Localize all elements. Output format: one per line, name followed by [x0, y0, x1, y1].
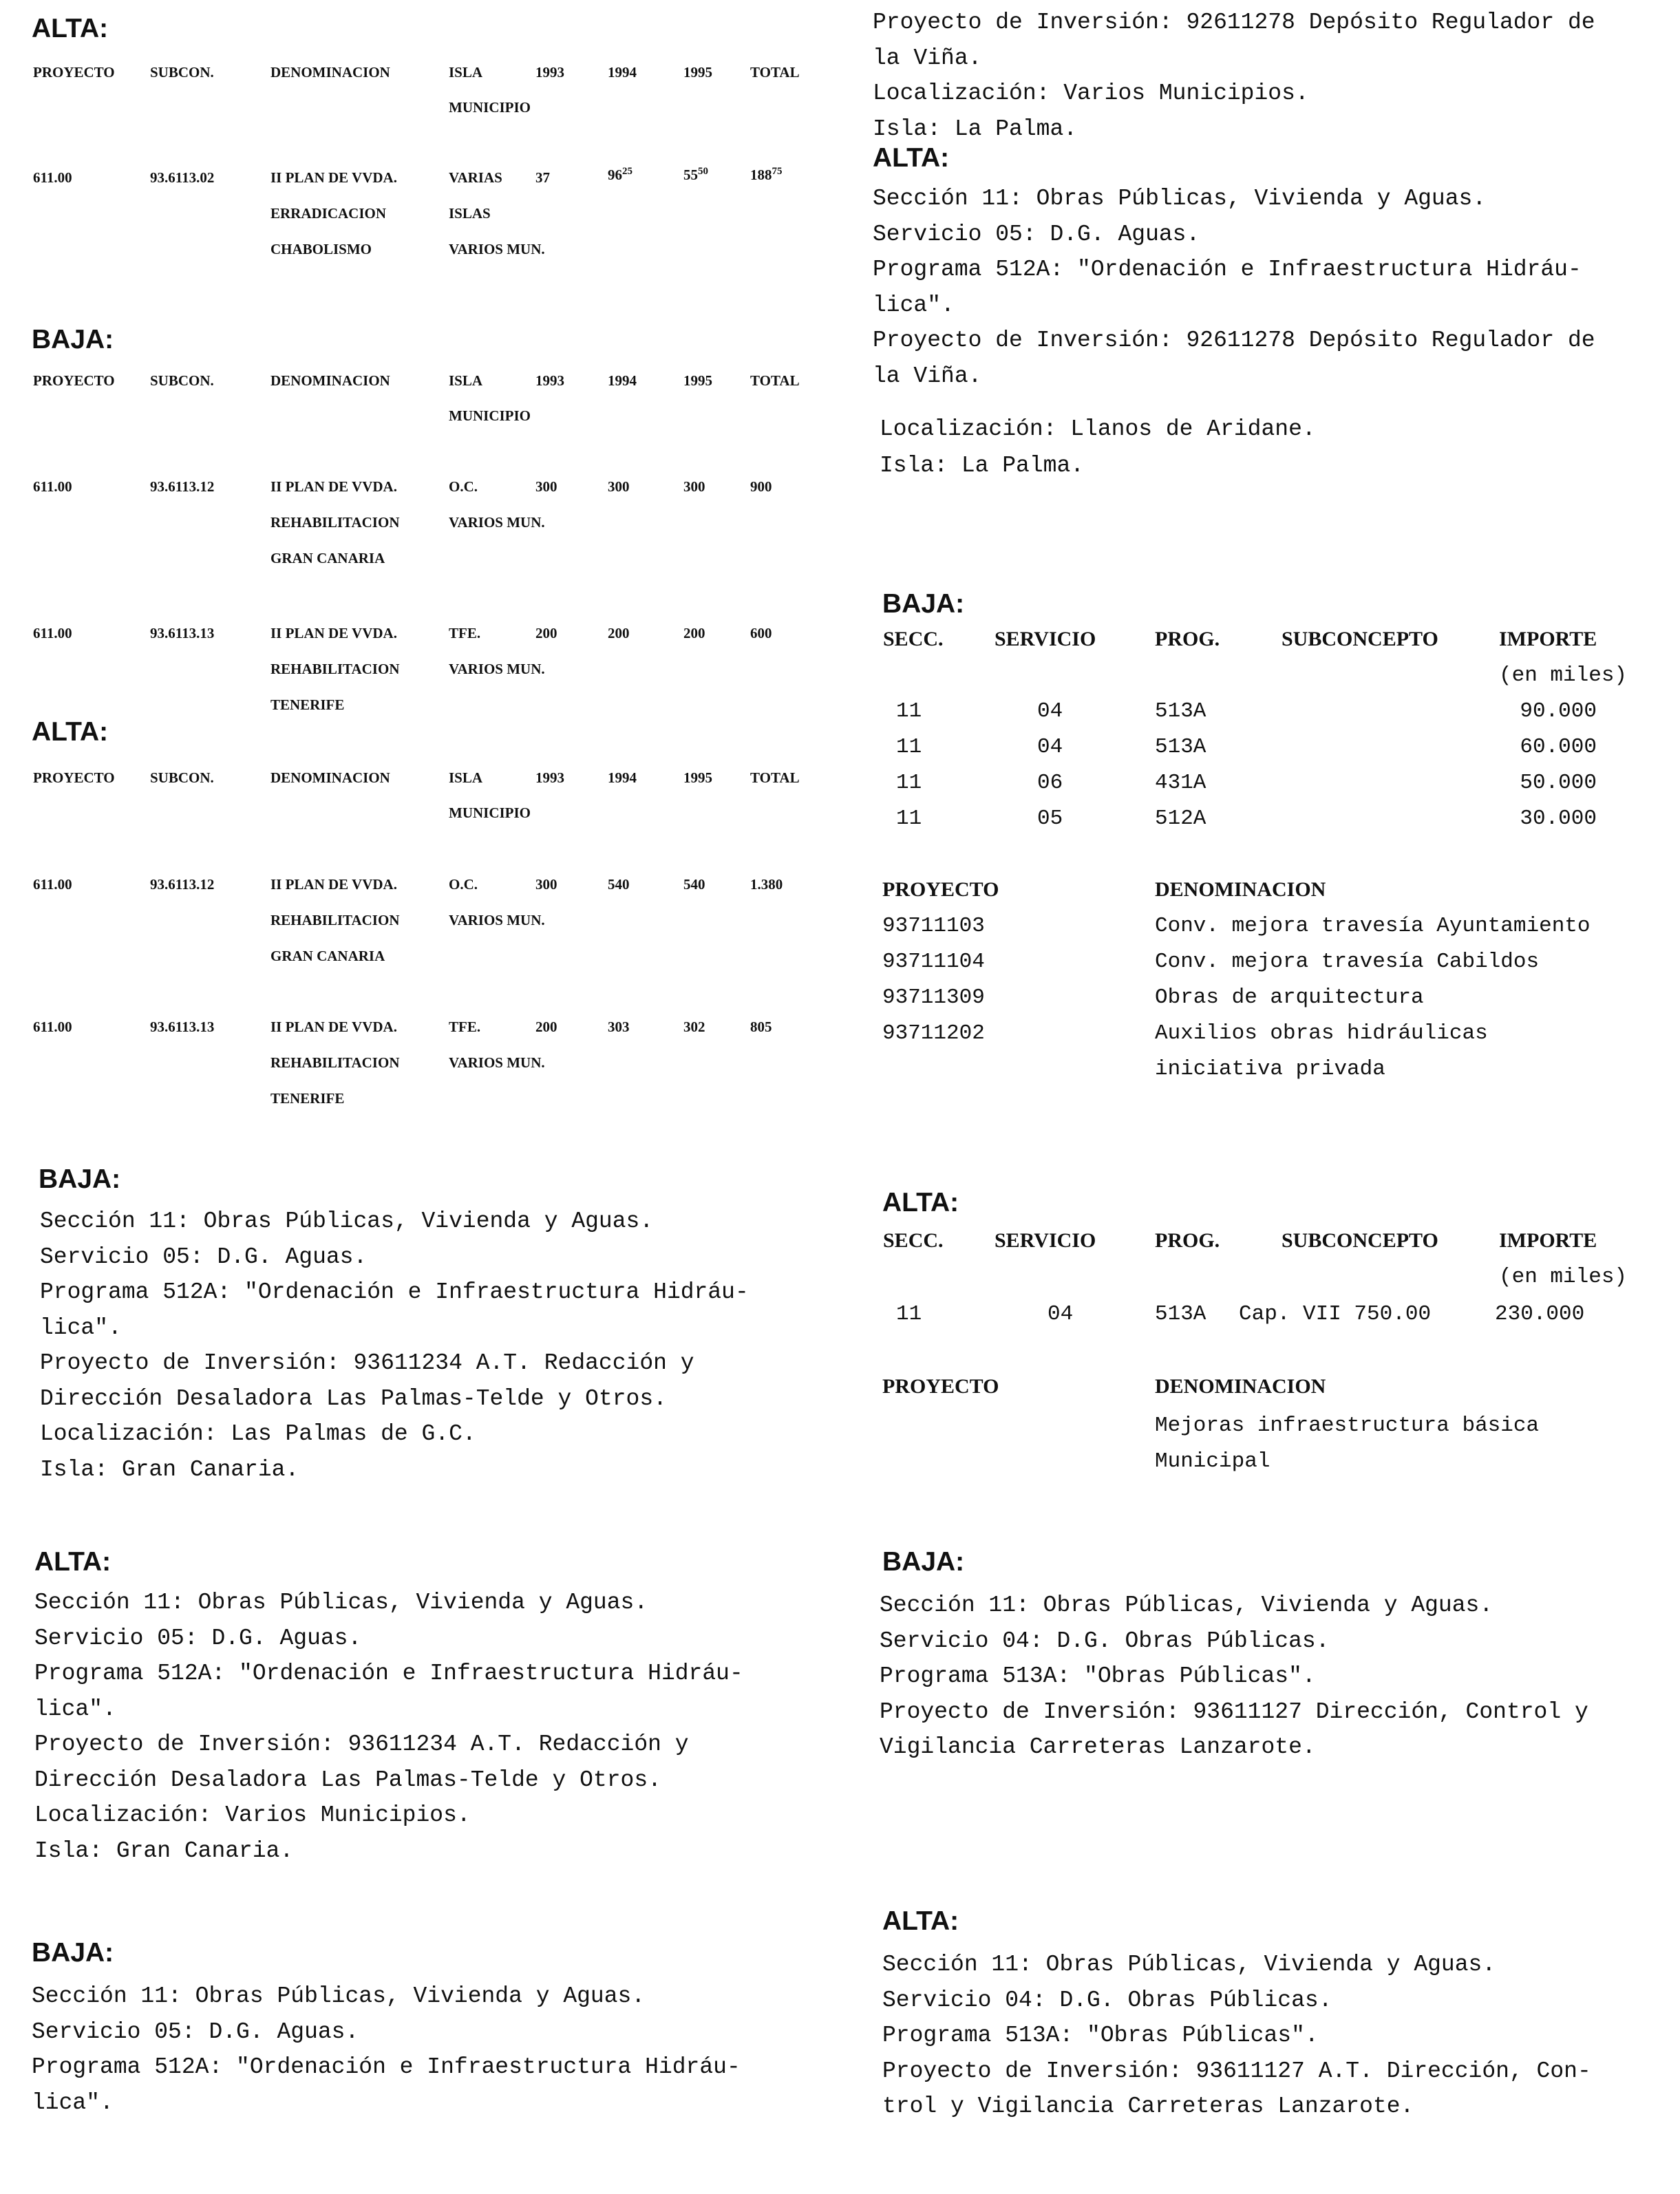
cell-proyecto: 611.00	[33, 1019, 72, 1035]
text-line: Sección 11: Obras Públicas, Vivienda y Aguas.	[34, 1590, 648, 1615]
column-header-importe: IMPORTE	[1499, 1229, 1597, 1252]
text-line: Programa 512A: "Ordenación e Infraestructura Hidráu-	[34, 1661, 743, 1686]
cell-denominacion: II PLAN DE VVDA.	[270, 478, 397, 495]
column-header-total: TOTAL	[750, 372, 800, 389]
cell-denominacion: ERRADICACION	[270, 205, 387, 222]
column-header-proyecto: PROYECTO	[882, 878, 999, 901]
column-header-proyecto: PROYECTO	[33, 64, 115, 81]
cell-isla: O.C.	[449, 876, 478, 893]
cell-secc: 11	[896, 1302, 922, 1326]
cell-prog: 513A	[1155, 699, 1206, 723]
cell-isla: VARIOS MUN.	[449, 912, 545, 928]
section-heading: ALTA:	[882, 1188, 959, 1217]
cell-denominacion: II PLAN DE VVDA.	[270, 876, 397, 893]
column-header-denominacion: DENOMINACION	[1155, 878, 1326, 901]
cell-isla: TFE.	[449, 1019, 481, 1035]
section-heading: BAJA:	[39, 1164, 121, 1194]
cell-subconcepto: Cap. VII 750.00	[1239, 1302, 1432, 1326]
cell-isla: O.C.	[449, 478, 478, 495]
text-line: Vigilancia Carreteras Lanzarote.	[880, 1734, 1316, 1760]
cell-subcon: 93.6113.12	[150, 876, 215, 893]
text-line: Isla: Gran Canaria.	[40, 1456, 299, 1482]
cell-1993: 200	[535, 625, 557, 641]
cell-denominacion: TENERIFE	[270, 1090, 345, 1107]
text-line: lica".	[34, 1696, 116, 1722]
column-header-1995: 1995	[683, 64, 712, 81]
text-line: la Viña.	[873, 363, 982, 389]
text-line: Proyecto de Inversión: 93611234 A.T. Redacción y	[34, 1732, 689, 1757]
cell-total: 600	[750, 625, 772, 641]
column-header-subconcepto: SUBCONCEPTO	[1282, 628, 1438, 650]
cell-denominacion: Mejoras infraestructura básica	[1155, 1414, 1540, 1438]
column-header-municipio: MUNICIPIO	[449, 99, 531, 116]
cell-1995-value-superscript: 50	[698, 166, 708, 177]
column-header-servicio: SERVICIO	[995, 1229, 1096, 1252]
text-line: Proyecto de Inversión: 92611278 Depósito Regulador de	[873, 10, 1595, 35]
text-line: Proyecto de Inversión: 93611127 Dirección, Control y	[880, 1698, 1588, 1725]
cell-importe: 50.000	[1520, 771, 1597, 795]
cell-isla: VARIOS MUN.	[449, 514, 545, 531]
text-line: Sección 11: Obras Públicas, Vivienda y Aguas.	[873, 186, 1487, 211]
column-header-prog: PROG.	[1155, 628, 1220, 650]
column-header-total: TOTAL	[750, 769, 800, 786]
cell-servicio: 04	[1048, 1302, 1074, 1326]
cell-total: 900	[750, 478, 772, 495]
cell-1994: 200	[608, 625, 630, 641]
cell-subcon: 93.6113.13	[150, 1019, 215, 1035]
section-heading: ALTA:	[882, 1906, 959, 1936]
column-header-importe: IMPORTE	[1499, 628, 1597, 650]
cell-proyecto: 611.00	[33, 876, 72, 893]
section-heading: BAJA:	[32, 325, 114, 354]
cell-denominacion: II PLAN DE VVDA.	[270, 1019, 397, 1035]
cell-prog: 513A	[1155, 735, 1206, 759]
text-line: Sección 11: Obras Públicas, Vivienda y Aguas.	[32, 1983, 646, 2009]
text-line: Dirección Desaladora Las Palmas-Telde y Otros.	[40, 1385, 667, 1412]
text-line: Localización: Llanos de Aridane.	[880, 416, 1316, 442]
column-header-subconcepto: SUBCONCEPTO	[1282, 1229, 1438, 1252]
column-header-denominacion: DENOMINACION	[270, 64, 390, 81]
cell-importe: 230.000	[1495, 1302, 1585, 1326]
cell-1994: 540	[608, 876, 630, 893]
cell-isla: VARIAS	[449, 169, 502, 186]
column-header-1994: 1994	[608, 769, 637, 786]
column-header-1993: 1993	[535, 372, 564, 389]
cell-total-value-superscript: 75	[772, 166, 783, 177]
cell-subcon: 93.6113.02	[150, 169, 215, 186]
cell-secc: 11	[896, 699, 922, 723]
column-header-isla: ISLA	[449, 372, 483, 389]
text-line: Servicio 04: D.G. Obras Públicas.	[882, 1987, 1332, 2013]
text-line: Isla: La Palma.	[880, 453, 1085, 478]
cell-importe: 60.000	[1520, 735, 1597, 759]
cell-servicio: 06	[1037, 771, 1063, 795]
cell-proyecto: 93711309	[882, 986, 985, 1010]
cell-subcon: 93.6113.13	[150, 625, 215, 641]
cell-1994: 300	[608, 478, 630, 495]
cell-denominacion: II PLAN DE VVDA.	[270, 169, 397, 186]
cell-1993: 300	[535, 876, 557, 893]
text-line: Isla: Gran Canaria.	[34, 1838, 294, 1864]
text-line: Programa 513A: "Obras Públicas".	[882, 2023, 1319, 2048]
column-header-1993: 1993	[535, 769, 564, 786]
text-line: Sección 11: Obras Públicas, Vivienda y Aguas.	[880, 1593, 1493, 1618]
cell-servicio: 04	[1037, 699, 1063, 723]
text-line: Servicio 05: D.G. Aguas.	[873, 221, 1200, 247]
text-line: Servicio 05: D.G. Aguas.	[40, 1244, 368, 1270]
text-line: Localización: Varios Municipios.	[34, 1802, 471, 1828]
cell-denominacion: GRAN CANARIA	[270, 948, 385, 964]
cell-1995: 300	[683, 478, 705, 495]
cell-1993: 200	[535, 1019, 557, 1035]
cell-subcon: 93.6113.12	[150, 478, 215, 495]
column-header-1994: 1994	[608, 64, 637, 81]
cell-denominacion: Conv. mejora travesía Ayuntamiento	[1155, 914, 1591, 938]
text-line: Dirección Desaladora Las Palmas-Telde y Otros.	[34, 1767, 661, 1793]
column-header-importe-unit: (en miles)	[1499, 663, 1628, 688]
section-heading: ALTA:	[32, 14, 109, 43]
text-line: Programa 512A: "Ordenación e Infraestructura Hidráu-	[32, 2054, 741, 2080]
column-header-secc: SECC.	[883, 1229, 944, 1252]
cell-isla: VARIOS MUN.	[449, 241, 545, 257]
column-header-isla: ISLA	[449, 64, 483, 81]
section-heading: BAJA:	[882, 589, 965, 619]
cell-isla: TFE.	[449, 625, 481, 641]
cell-proyecto: 93711104	[882, 950, 985, 974]
cell-denominacion: REHABILITACION	[270, 1054, 400, 1071]
text-line: lica".	[873, 292, 955, 318]
cell-total: 1.380	[750, 876, 783, 893]
text-line: lica".	[40, 1314, 122, 1341]
column-header-1993: 1993	[535, 64, 564, 81]
text-line: Localización: Las Palmas de G.C.	[40, 1421, 476, 1447]
column-header-subcon: SUBCON.	[150, 64, 214, 81]
cell-denominacion: TENERIFE	[270, 696, 345, 713]
column-header-1995: 1995	[683, 372, 712, 389]
cell-1995	[683, 168, 708, 182]
section-heading: ALTA:	[32, 717, 109, 747]
text-line: trol y Vigilancia Carreteras Lanzarote.	[882, 2094, 1414, 2119]
text-line: Programa 513A: "Obras Públicas".	[880, 1663, 1316, 1689]
cell-proyecto: 611.00	[33, 625, 72, 641]
cell-importe: 30.000	[1520, 807, 1597, 831]
cell-denominacion: REHABILITACION	[270, 514, 400, 531]
column-header-isla: ISLA	[449, 769, 483, 786]
cell-servicio: 05	[1037, 807, 1063, 831]
cell-secc: 11	[896, 771, 922, 795]
column-header-prog: PROG.	[1155, 1229, 1220, 1252]
text-line: lica".	[32, 2089, 114, 2116]
cell-1994: 303	[608, 1019, 630, 1035]
cell-total: 805	[750, 1019, 772, 1035]
column-header-servicio: SERVICIO	[995, 628, 1096, 650]
cell-denominacion: Auxilios obras hidráulicas	[1155, 1021, 1488, 1045]
cell-denominacion: GRAN CANARIA	[270, 550, 385, 566]
column-header-municipio: MUNICIPIO	[449, 407, 531, 424]
column-header-municipio: MUNICIPIO	[449, 805, 531, 821]
cell-proyecto: 611.00	[33, 169, 72, 186]
cell-denominacion: Obras de arquitectura	[1155, 986, 1424, 1010]
cell-proyecto: 93711202	[882, 1021, 985, 1045]
text-line: Proyecto de Inversión: 93611234 A.T. Redacción y	[40, 1350, 694, 1376]
column-header-importe-unit: (en miles)	[1499, 1265, 1628, 1289]
text-line: Isla: La Palma.	[873, 116, 1078, 142]
text-line: Programa 512A: "Ordenación e Infraestructura Hidráu-	[873, 257, 1582, 282]
cell-denominacion: CHABOLISMO	[270, 241, 372, 257]
section-heading: BAJA:	[32, 1938, 114, 1968]
cell-1993: 37	[535, 169, 550, 186]
column-header-proyecto: PROYECTO	[882, 1375, 999, 1398]
text-line: Servicio 04: D.G. Obras Públicas.	[880, 1628, 1330, 1654]
text-line: Sección 11: Obras Públicas, Vivienda y Aguas.	[40, 1208, 654, 1234]
section-heading: ALTA:	[873, 143, 950, 173]
cell-denominacion: Municipal	[1155, 1449, 1270, 1473]
column-header-subcon: SUBCON.	[150, 372, 214, 389]
cell-isla: ISLAS	[449, 205, 491, 222]
column-header-proyecto: PROYECTO	[33, 769, 115, 786]
section-heading: BAJA:	[882, 1547, 965, 1577]
text-line: la Viña.	[873, 45, 982, 71]
cell-secc: 11	[896, 735, 922, 759]
cell-1994	[608, 168, 632, 182]
text-line: Servicio 05: D.G. Aguas.	[32, 2019, 359, 2045]
cell-prog: 512A	[1155, 807, 1206, 831]
cell-servicio: 04	[1037, 735, 1063, 759]
column-header-1995: 1995	[683, 769, 712, 786]
cell-secc: 11	[896, 807, 922, 831]
cell-1995-value: 55	[683, 167, 698, 183]
cell-proyecto: 611.00	[33, 478, 72, 495]
cell-1995: 302	[683, 1019, 705, 1035]
text-line: Sección 11: Obras Públicas, Vivienda y Aguas.	[882, 1952, 1496, 1977]
text-line: Proyecto de Inversión: 93611127 A.T. Dirección, Con-	[882, 2058, 1591, 2084]
column-header-subcon: SUBCON.	[150, 769, 214, 786]
cell-denominacion: Conv. mejora travesía Cabildos	[1155, 950, 1540, 974]
column-header-total: TOTAL	[750, 64, 800, 81]
column-header-1994: 1994	[608, 372, 637, 389]
column-header-denominacion: DENOMINACION	[270, 769, 390, 786]
cell-1995: 540	[683, 876, 705, 893]
column-header-proyecto: PROYECTO	[33, 372, 115, 389]
cell-total	[750, 168, 783, 182]
cell-denominacion: REHABILITACION	[270, 912, 400, 928]
cell-1994-value-superscript: 25	[622, 166, 632, 177]
text-line: Servicio 05: D.G. Aguas.	[34, 1625, 362, 1651]
cell-denominacion: REHABILITACION	[270, 661, 400, 677]
cell-1993: 300	[535, 478, 557, 495]
cell-proyecto: 93711103	[882, 914, 985, 938]
cell-1994-value: 96	[608, 167, 622, 183]
cell-prog: 431A	[1155, 771, 1206, 795]
cell-prog: 513A	[1155, 1302, 1206, 1326]
cell-denominacion: II PLAN DE VVDA.	[270, 625, 397, 641]
column-header-secc: SECC.	[883, 628, 944, 650]
cell-importe: 90.000	[1520, 699, 1597, 723]
column-header-denominacion: DENOMINACION	[270, 372, 390, 389]
cell-denominacion: iniciativa privada	[1155, 1057, 1385, 1081]
text-line: Programa 512A: "Ordenación e Infraestructura Hidráu-	[40, 1279, 749, 1305]
cell-isla: VARIOS MUN.	[449, 1054, 545, 1071]
text-line: Localización: Varios Municipios.	[873, 81, 1309, 106]
cell-total-value: 188	[750, 167, 772, 183]
text-line: Proyecto de Inversión: 92611278 Depósito Regulador de	[873, 328, 1595, 353]
cell-1995: 200	[683, 625, 705, 641]
column-header-denominacion: DENOMINACION	[1155, 1375, 1326, 1398]
section-heading: ALTA:	[34, 1547, 111, 1577]
cell-isla: VARIOS MUN.	[449, 661, 545, 677]
